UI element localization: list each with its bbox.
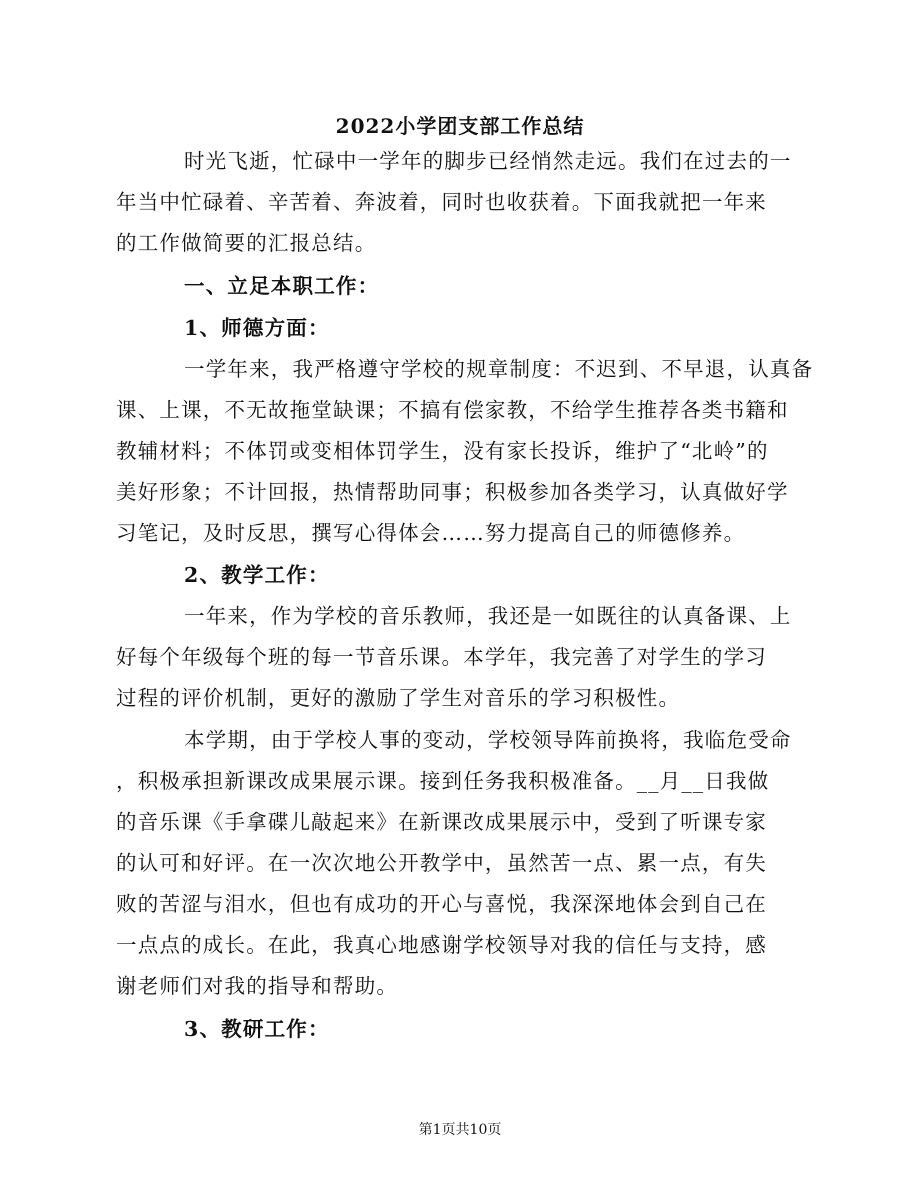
teaching-para2-line-2: ，积极承担新课改成果展示课。接到任务我积极准备。__月__日我做 (116, 769, 770, 793)
ethics-line-2: 课、上课，不无故拖堂缺课；不搞有偿家教，不给学生推荐各类书籍和 (116, 398, 789, 422)
teaching-line-3: 过程的评价机制，更好的激励了学生对音乐的学习积极性。 (116, 686, 681, 710)
subsection-heading-3: 3、教研工作： (184, 1017, 330, 1041)
ethics-line-3: 教辅材料；不体罚或变相体罚学生，没有家长投诉，维护了“北岭”的 (116, 439, 769, 463)
teaching-para2-line-6: 一点点的成长。在此，我真心地感谢学校领导对我的信任与支持，感 (116, 933, 767, 957)
intro-line-2: 年当中忙碌着、辛苦着、奔波着，同时也收获着。下面我就把一年来 (116, 190, 767, 214)
teaching-para2-line-7: 谢老师们对我的指导和帮助。 (116, 974, 399, 998)
subsection-heading-2: 2、教学工作： (184, 563, 330, 587)
teaching-para2-line-4: 的认可和好评。在一次次地公开教学中，虽然苦一点、累一点，有失 (116, 851, 767, 875)
teaching-para2-line-3: 的音乐课《手拿碟儿敲起来》在新课改成果展示中，受到了听课专家 (116, 810, 767, 834)
teaching-line-1: 一年来，作为学校的音乐教师，我还是一如既往的认真备课、上 (184, 604, 792, 628)
ethics-line-1: 一学年来，我严格遵守学校的规章制度：不迟到、不早退，认真备 (184, 357, 814, 381)
ethics-line-4: 美好形象；不计回报，热情帮助同事；积极参加各类学习，认真做好学 (116, 480, 789, 504)
intro-line-1: 时光飞逝，忙碌中一学年的脚步已经悄然走远。我们在过去的一 (184, 149, 792, 173)
subsection-heading-1: 1、师德方面： (184, 316, 330, 340)
intro-line-3: 的工作做简要的汇报总结。 (116, 231, 377, 255)
teaching-para2-line-5: 败的苦涩与泪水，但也有成功的开心与喜悦，我深深地体会到自己在 (116, 892, 767, 916)
teaching-para2-line-1: 本学期，由于学校人事的变动，学校领导阵前换将，我临危受命 (184, 728, 792, 752)
document-title: 2022小学团支部工作总结 (335, 114, 585, 138)
teaching-line-2: 好每个年级每个班的每一节音乐课。本学年，我完善了对学生的学习 (116, 645, 767, 669)
section-heading-1: 一、立足本职工作： (184, 274, 380, 298)
ethics-line-5: 习笔记，及时反思，撰写心得体会……努力提高自己的师德修养。 (116, 521, 746, 545)
page-number: 第1页共10页 (418, 1122, 502, 1138)
